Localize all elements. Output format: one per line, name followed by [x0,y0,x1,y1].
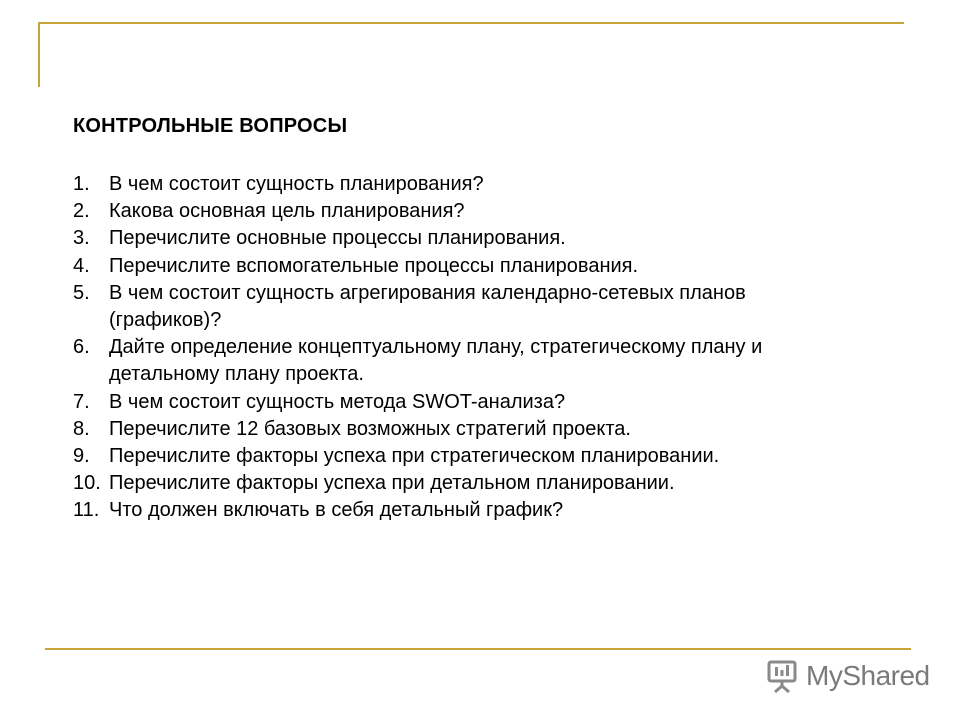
bottom-divider [45,648,911,650]
question-text: В чем состоит сущность планирования? [109,173,484,195]
question-item [73,470,903,497]
question-text: В чем состоит сущность метода SWOT-анализа? [109,390,566,413]
watermark-text: MyShared [806,660,930,691]
question-item [73,171,903,198]
question-number: 10. [73,472,101,495]
question-text: В чем состоит сущность агрегирования календарно-сетевых планов (графиков)? [109,281,746,332]
question-text: Перечислите основные процессы планирования. [109,227,566,250]
question-text: Дайте определение концептуальному плану, стратегическому плану и детальному плану проекта. [109,336,763,386]
question-number: 2. [73,200,90,223]
question-text: Перечислите факторы успеха при стратегическом планировании. [109,445,720,468]
top-divider [38,22,904,24]
question-item [73,334,903,388]
question-item [73,225,903,252]
question-item [73,443,903,470]
question-item [73,280,903,334]
question-text: Перечислите 12 базовых возможных стратегий проекта. [109,417,631,440]
question-text: Перечислите факторы успеха при детальном планировании. [109,472,675,495]
slide-heading: КОНТРОЛЬНЫЕ ВОПРОСЫ [73,115,348,137]
question-number: 4. [73,254,90,277]
left-divider [38,22,40,87]
question-number: 8. [73,417,90,440]
question-number: 3. [73,227,90,250]
question-item [73,497,903,524]
question-item [73,253,903,280]
watermark-logo [766,656,930,696]
question-number: 9. [73,445,90,468]
question-number: 1. [73,173,90,195]
question-text: Какова основная цель планирования? [109,200,465,223]
presentation-board-icon [766,659,798,693]
question-text: Что должен включать в себя детальный график? [109,499,564,522]
question-number: 6. [73,336,90,359]
question-number: 5. [73,281,90,304]
question-number: 11. [73,499,100,522]
question-text: Перечислите вспомогательные процессы планирования. [109,254,639,277]
question-list [73,171,903,525]
question-item [73,389,903,416]
question-item [73,198,903,225]
slide-content [73,113,903,525]
question-number: 7. [73,390,90,413]
question-item [73,416,903,443]
